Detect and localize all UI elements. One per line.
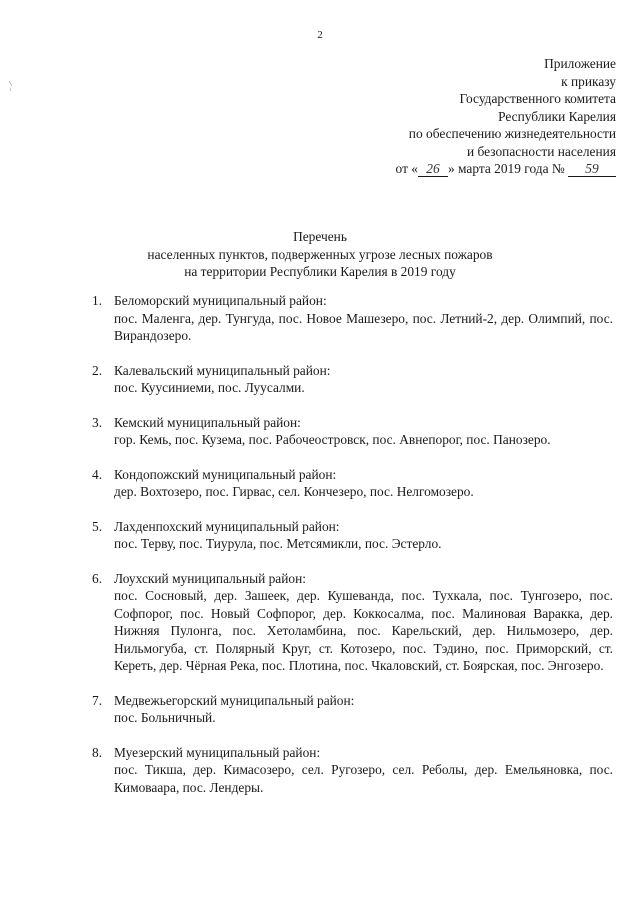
appendix-line: по обеспечению жизнедеятельности <box>408 126 616 141</box>
district-places: гор. Кемь, пос. Кузема, пос. Рабочеостровск, пос. Авнепорог, пос. Панозеро. <box>114 432 551 447</box>
district-places: пос. Маленга, дер. Тунгуда, пос. Новое Машезеро, пос. Летний-2, дер. Олимпий, пос. Вирандозеро. <box>114 310 613 343</box>
item-number: 2. <box>92 362 103 378</box>
district-places: пос. Тикша, дер. Кимасозеро, сел. Ругозеро, сел. Реболы, дер. Емельяновка, пос. Кимоваара, пос. Лендеры. <box>114 762 613 795</box>
scan-speck <box>8 80 14 92</box>
list-item <box>94 414 613 449</box>
title-line-2: населенных пунктов, подверженных угрозе лесных пожаров <box>147 246 493 262</box>
district-heading: Медвежьегорский муниципальный район: <box>114 692 355 708</box>
appendix-header <box>396 55 616 178</box>
list-item <box>94 292 613 345</box>
district-heading: Муезерский муниципальный район: <box>114 744 321 760</box>
title-line-1: Перечень <box>293 229 347 244</box>
district-heading: Лоухский муниципальный район: <box>114 570 306 586</box>
appendix-line: и безопасности населения <box>467 143 616 159</box>
appendix-line: Государственного комитета <box>459 91 616 106</box>
handwritten-order-number: 59 <box>568 162 616 177</box>
district-places: пос. Терву, пос. Тиурула, пос. Метсямикли, пос. Эстерло. <box>114 536 442 551</box>
item-number: 3. <box>92 414 103 430</box>
appendix-line: к приказу <box>561 73 616 89</box>
appendix-line: Приложение <box>544 56 616 71</box>
item-number: 5. <box>92 518 103 534</box>
item-number: 4. <box>92 466 103 482</box>
district-heading: Калевальский муниципальный район: <box>114 362 331 378</box>
appendix-line: Республики Карелия <box>498 108 616 124</box>
district-heading: Беломорский муниципальный район: <box>114 293 327 308</box>
list-item <box>94 362 613 397</box>
page-number: 2 <box>317 29 323 41</box>
document-title <box>0 228 640 281</box>
date-middle: » марта 2019 года № <box>447 161 565 176</box>
district-places: пос. Сосновый, дер. Зашеек, дер. Кушеванда, пос. Тухкала, пос. Тунгозеро, пос. Софпорог, пос. Новый Софпорог, дер. Коккосалма, пос. Малиновая Варакка, дер. Нижняя Пулонга, пос. Хетоламбина, пос. Карельский, дер. Нильмозеро, дер. Нильмогуба, ст. Полярный Круг, ст. Котозеро, пос. Тэдино, пос. Приморский, ст. Кереть, дер. Чёрная Река, пос. Плотина, пос. Чкаловский, ст. Боярская, пос. Энгозеро. <box>114 588 613 673</box>
districts-list <box>94 292 613 813</box>
title-line-3: на территории Республики Карелия в 2019 году <box>184 264 456 279</box>
date-prefix: от « <box>395 161 418 176</box>
item-number: 6. <box>92 570 103 586</box>
district-places: пос. Куусиниеми, пос. Луусалми. <box>114 380 305 395</box>
item-number: 7. <box>92 692 103 708</box>
appendix-date-line <box>396 160 616 178</box>
item-number: 8. <box>92 744 103 760</box>
district-heading: Кемский муниципальный район: <box>114 414 301 430</box>
list-item <box>94 744 613 797</box>
district-heading: Лахденпохский муниципальный район: <box>114 518 340 534</box>
item-number: 1. <box>92 293 103 308</box>
handwritten-day: 26 <box>418 162 448 177</box>
list-item <box>94 518 613 553</box>
district-heading: Кондопожский муниципальный район: <box>114 466 337 482</box>
list-item <box>94 692 613 727</box>
district-places: пос. Больничный. <box>114 710 216 725</box>
list-item <box>94 570 613 675</box>
list-item <box>94 466 613 501</box>
district-places: дер. Вохтозеро, пос. Гирвас, сел. Кончезеро, пос. Нелгомозеро. <box>114 484 474 499</box>
